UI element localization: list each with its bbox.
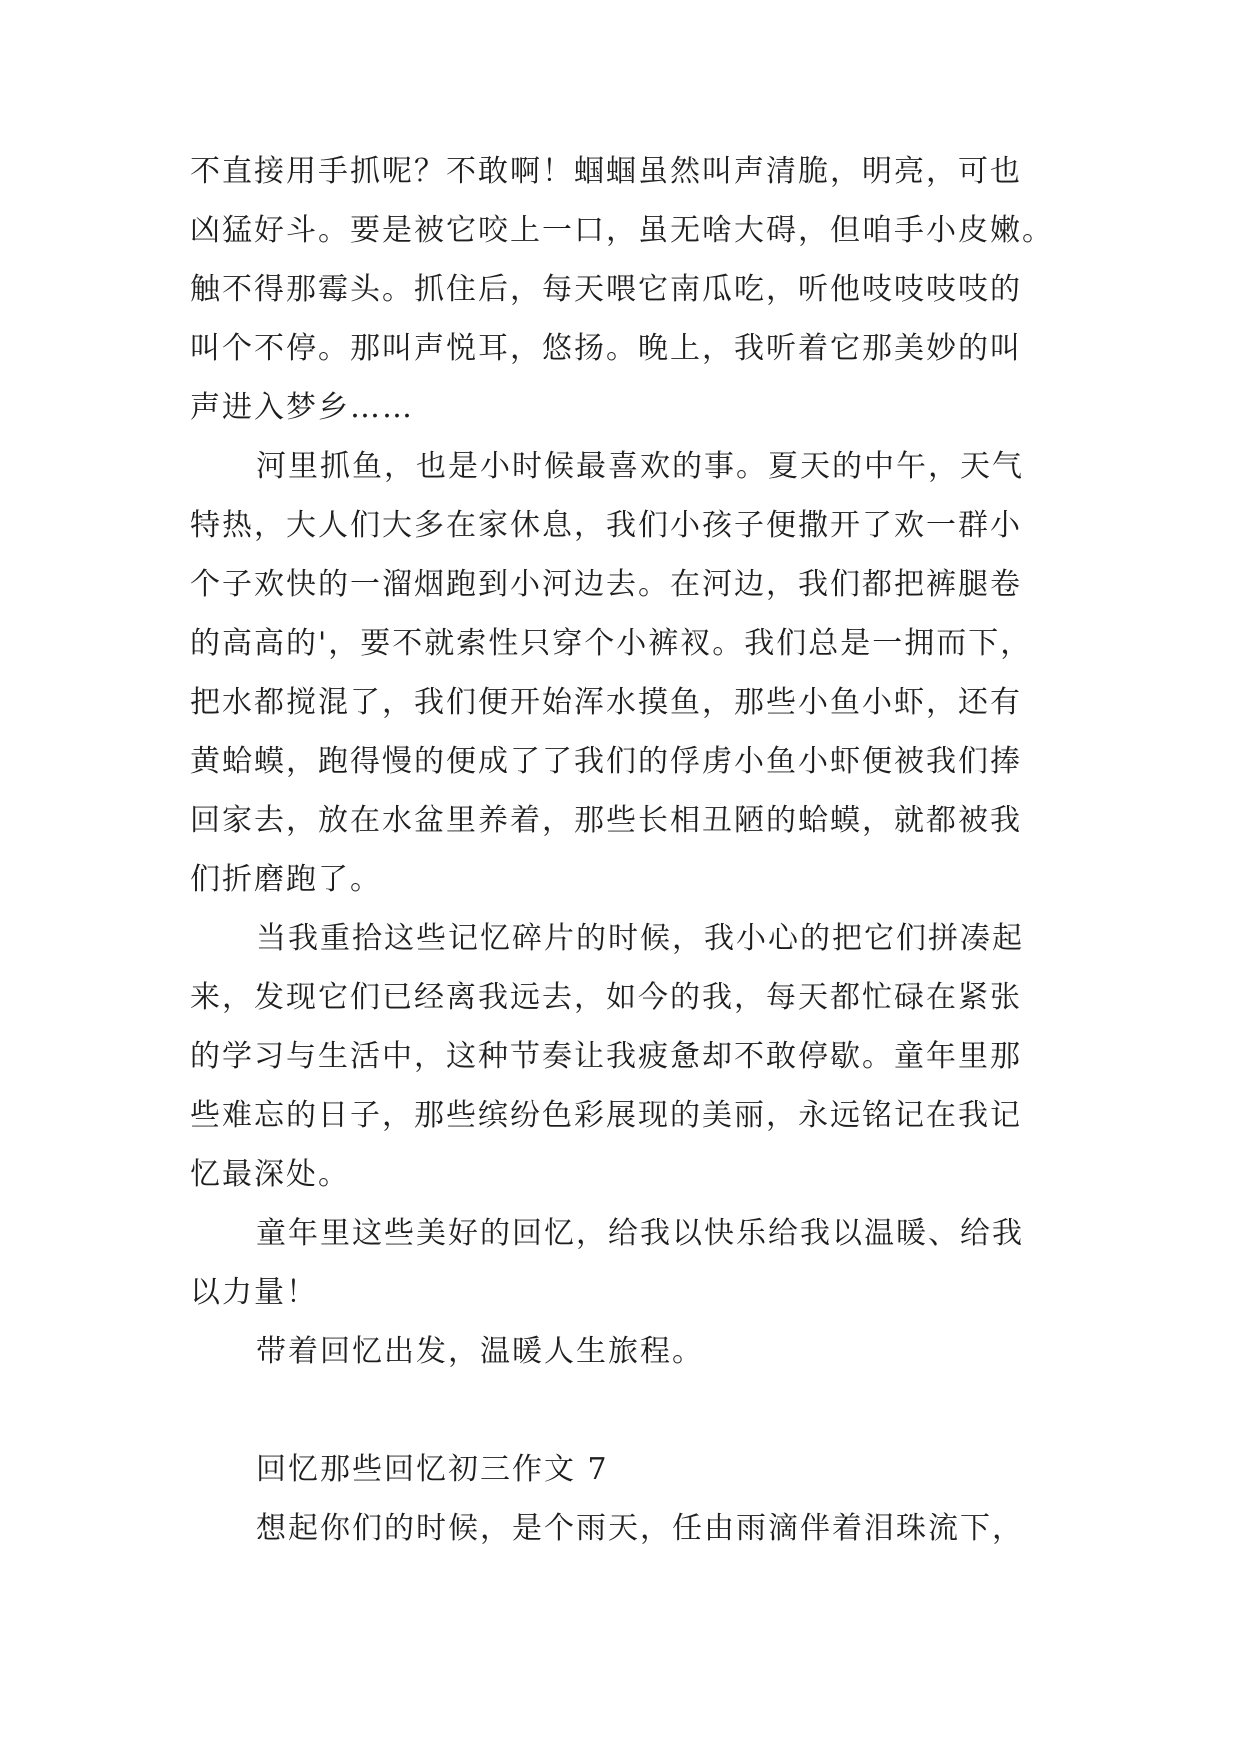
text-line: 声进入梦乡…… — [190, 390, 414, 425]
paragraph-start-line: 河里抓鱼，也是小时候最喜欢的事。夏天的中午，天气 — [256, 449, 1024, 484]
text-line: 些难忘的日子，那些缤纷色彩展现的美丽，永远铭记在我记 — [190, 1098, 1022, 1133]
text-line: 把水都搅混了，我们便开始浑水摸鱼，那些小鱼小虾，还有 — [190, 685, 1022, 720]
text-line: 不直接用手抓呢？不敢啊！蝈蝈虽然叫声清脆，明亮，可也 — [190, 154, 1022, 189]
text-line: 以力量！ — [190, 1275, 318, 1310]
text-line: 触不得那霉头。抓住后，每天喂它南瓜吃，听他吱吱吱吱的 — [190, 272, 1022, 307]
text-line: 忆最深处。 — [190, 1157, 350, 1192]
paragraph-start-line: 童年里这些美好的回忆，给我以快乐给我以温暖、给我 — [256, 1216, 1024, 1251]
text-line: 叫个不停。那叫声悦耳，悠扬。晚上，我听着它那美妙的叫 — [190, 331, 1022, 366]
text-line: 黄蛤蟆，跑得慢的便成了了我们的俘虏小鱼小虾便被我们捧 — [190, 744, 1022, 779]
text-line: 个子欢快的一溜烟跑到小河边去。在河边，我们都把裤腿卷 — [190, 567, 1022, 602]
text-line: 凶猛好斗。要是被它咬上一口，虽无啥大碍，但咱手小皮嫩。 — [190, 213, 1054, 248]
text-line: 回家去，放在水盆里养着，那些长相丑陋的蛤蟆，就都被我 — [190, 803, 1022, 838]
text-line: 来，发现它们已经离我远去，如今的我，每天都忙碌在紧张 — [190, 980, 1022, 1015]
paragraph-start-line: 当我重拾这些记忆碎片的时候，我小心的把它们拼凑起 — [256, 921, 1024, 956]
section-heading: 回忆那些回忆初三作文 7 — [256, 1452, 609, 1487]
paragraph-start-line: 带着回忆出发，温暖人生旅程。 — [256, 1334, 704, 1369]
text-line: 的学习与生活中，这种节奏让我疲惫却不敢停歇。童年里那 — [190, 1039, 1022, 1074]
paragraph-start-line: 想起你们的时候，是个雨天，任由雨滴伴着泪珠流下， — [256, 1511, 1024, 1546]
text-line: 特热，大人们大多在家休息，我们小孩子便撒开了欢一群小 — [190, 508, 1022, 543]
text-line: 们折磨跑了。 — [190, 862, 382, 897]
text-line: 的高高的'，要不就索性只穿个小裤衩。我们总是一拥而下， — [190, 626, 1033, 661]
